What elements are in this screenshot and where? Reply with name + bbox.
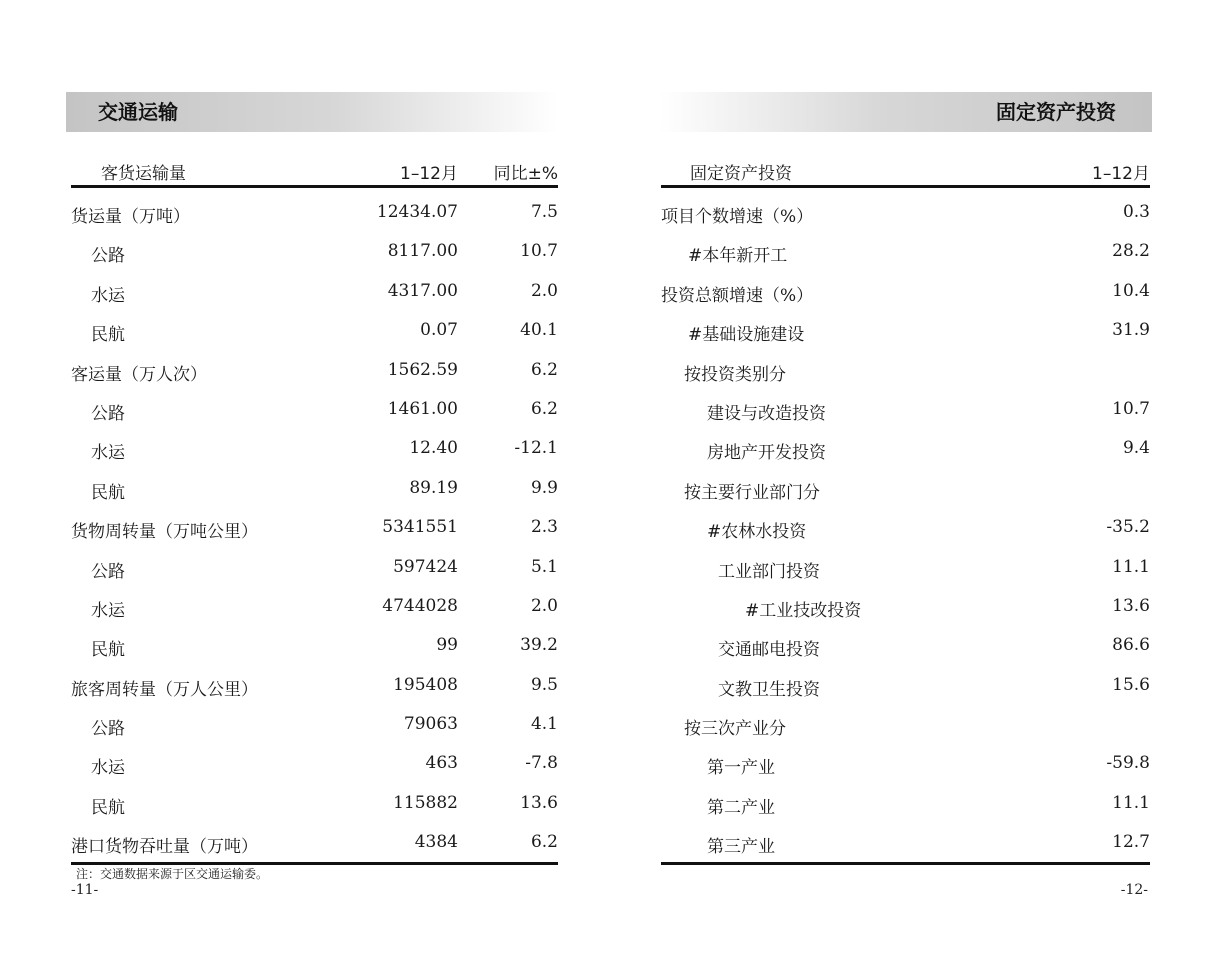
table-row [71, 310, 558, 349]
row-label: #基础设施建设 [688, 325, 805, 346]
table-header [71, 150, 558, 188]
table-row [71, 704, 558, 743]
row-yoy: 6.2 [530, 398, 558, 419]
row-label: 公路 [91, 246, 125, 267]
row-label: 文教卫生投资 [718, 679, 820, 700]
row-value: 463 [425, 753, 458, 774]
table-row [661, 468, 1150, 507]
table-header [661, 150, 1150, 188]
table-row [71, 586, 558, 625]
row-yoy: 5.1 [530, 556, 558, 577]
row-value: 28.2 [1112, 241, 1150, 262]
row-label: 按主要行业部门分 [684, 482, 820, 503]
row-label: 建设与改造投资 [707, 403, 826, 424]
page-number: -11- [71, 882, 99, 898]
row-label: 民航 [91, 325, 125, 346]
table-row [71, 389, 558, 428]
row-value: 0.3 [1122, 202, 1150, 222]
right-page [609, 0, 1218, 977]
row-yoy: 2.0 [530, 595, 558, 616]
row-value: 10.4 [1112, 280, 1150, 301]
row-value: 9.4 [1122, 438, 1150, 459]
row-yoy: 7.5 [530, 202, 558, 222]
table-row [661, 547, 1150, 586]
row-label: 工业部门投资 [718, 561, 820, 582]
row-yoy: 9.9 [530, 477, 558, 498]
row-value: 4384 [414, 832, 458, 853]
section-title: 交通运输 [66, 92, 558, 132]
row-value: 31.9 [1112, 320, 1150, 341]
row-yoy: -12.1 [514, 438, 558, 459]
table-row [71, 783, 558, 822]
table-row [71, 665, 558, 704]
row-value: 1461.00 [387, 398, 458, 419]
row-label: 民航 [91, 482, 125, 503]
header-item: 客货运输量 [101, 164, 186, 184]
row-value: 15.6 [1112, 674, 1150, 695]
row-value: 0.07 [420, 320, 458, 341]
table-row [661, 665, 1150, 704]
row-label: 按三次产业分 [684, 719, 786, 740]
row-label: 水运 [91, 600, 125, 621]
row-yoy: 40.1 [520, 320, 558, 341]
table-row [661, 310, 1150, 349]
table-row [71, 822, 558, 861]
section-title: 固定资产投资 [660, 92, 1152, 132]
row-label: 港口货物吞吐量（万吨） [71, 837, 258, 858]
row-value: 4317.00 [387, 280, 458, 301]
row-value: 8117.00 [387, 241, 458, 262]
table-row [661, 783, 1150, 822]
table-row [661, 625, 1150, 664]
row-value: 79063 [403, 714, 458, 735]
footnote: 注：交通数据来源于区交通运输委。 [76, 867, 269, 881]
row-value: 115882 [393, 792, 458, 813]
row-value: -59.8 [1106, 753, 1150, 774]
row-label: 第二产业 [707, 797, 775, 818]
row-label: 公路 [91, 719, 125, 740]
row-value: 597424 [393, 556, 458, 577]
table-row [661, 389, 1150, 428]
row-value: 195408 [393, 674, 458, 695]
row-yoy: -7.8 [525, 753, 558, 774]
row-label: 项目个数增速（%） [661, 207, 814, 227]
row-label: 第一产业 [707, 758, 775, 779]
row-yoy: 2.3 [530, 517, 558, 538]
transport-table [71, 192, 558, 865]
row-label: #本年新开工 [688, 246, 788, 267]
table-row [661, 428, 1150, 467]
row-label: #工业技改投资 [745, 600, 862, 621]
row-value: 11.1 [1112, 556, 1150, 577]
row-label: 货运量（万吨） [71, 207, 190, 227]
table-row [71, 547, 558, 586]
row-value: 12.40 [409, 438, 458, 459]
table-row [71, 231, 558, 270]
table-row [661, 743, 1150, 782]
table-row [661, 507, 1150, 546]
row-label: 水运 [91, 758, 125, 779]
row-label: 第三产业 [707, 837, 775, 858]
row-yoy: 6.2 [530, 832, 558, 853]
table-row [71, 192, 558, 231]
table-row [71, 350, 558, 389]
table-row [71, 507, 558, 546]
row-label: 公路 [91, 561, 125, 582]
table-row [71, 743, 558, 782]
row-value: 12434.07 [376, 202, 458, 222]
row-label: 货物周转量（万吨公里） [71, 522, 258, 543]
table-row [661, 350, 1150, 389]
table-row [661, 586, 1150, 625]
row-value: 99 [436, 635, 458, 656]
table-row [661, 822, 1150, 861]
row-label: 民航 [91, 640, 125, 661]
table-row [661, 231, 1150, 270]
header-period: 1–12月 [400, 164, 458, 184]
row-label: 水运 [91, 443, 125, 464]
row-label: #农林水投资 [707, 522, 807, 543]
row-label: 公路 [91, 403, 125, 424]
header-item: 固定资产投资 [690, 164, 792, 184]
table-row [661, 271, 1150, 310]
row-yoy: 39.2 [520, 635, 558, 656]
table-row [71, 468, 558, 507]
row-label: 投资总额增速（%） [661, 285, 814, 306]
row-value: 5341551 [382, 517, 458, 538]
row-value: 89.19 [409, 477, 458, 498]
row-label: 按投资类别分 [684, 364, 786, 385]
row-value: -35.2 [1106, 517, 1150, 538]
row-yoy: 2.0 [530, 280, 558, 301]
table-row [71, 271, 558, 310]
row-value: 86.6 [1112, 635, 1150, 656]
header-yoy: 同比±% [493, 164, 558, 184]
row-value: 11.1 [1112, 792, 1150, 813]
table-row [661, 192, 1150, 231]
row-label: 交通邮电投资 [718, 640, 820, 661]
row-label: 水运 [91, 285, 125, 306]
row-value: 12.7 [1112, 832, 1150, 853]
row-value: 13.6 [1112, 595, 1150, 616]
row-yoy: 13.6 [520, 792, 558, 813]
row-yoy: 4.1 [530, 714, 558, 735]
table-row [71, 428, 558, 467]
row-yoy: 6.2 [530, 359, 558, 380]
row-yoy: 9.5 [530, 674, 558, 695]
row-value: 4744028 [382, 595, 458, 616]
table-row [71, 625, 558, 664]
header-period: 1–12月 [1092, 164, 1150, 184]
page-number: -12- [1120, 882, 1148, 898]
row-yoy: 10.7 [520, 241, 558, 262]
table-row [661, 704, 1150, 743]
row-label: 客运量（万人次） [71, 364, 207, 385]
investment-table [661, 192, 1150, 865]
row-value: 10.7 [1112, 398, 1150, 419]
row-value: 1562.59 [387, 359, 458, 380]
row-label: 房地产开发投资 [707, 443, 826, 464]
row-label: 旅客周转量（万人公里） [71, 679, 258, 700]
row-label: 民航 [91, 797, 125, 818]
